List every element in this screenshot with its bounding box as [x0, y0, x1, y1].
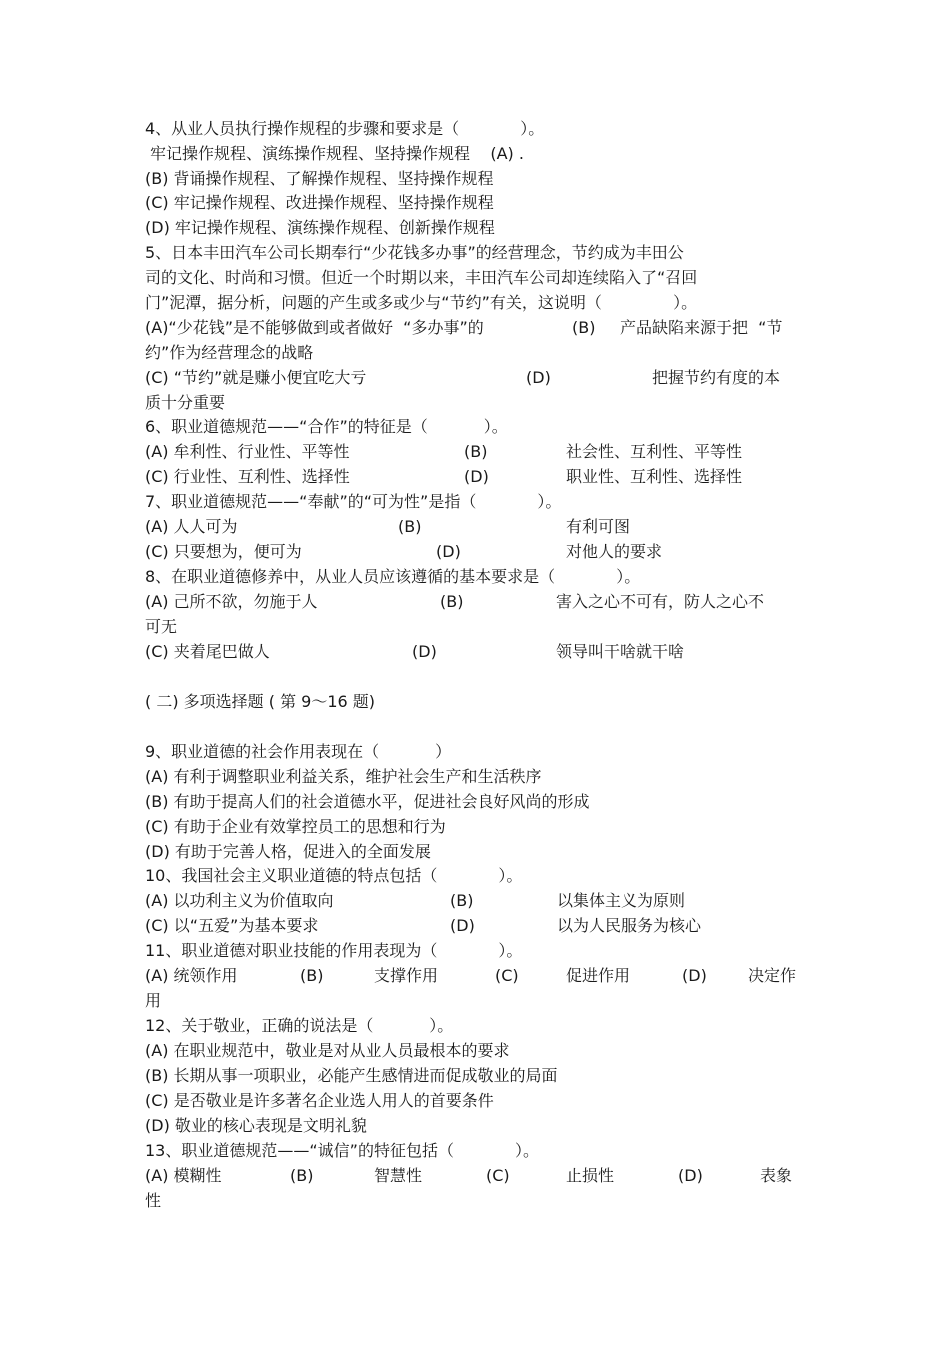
q7-option-b: 有利可图 — [566, 517, 631, 536]
q13-option-d-label: (D) — [678, 1166, 703, 1185]
q5-stem-line2: 司的文化、时尚和习惯。但近一个时期以来，丰田汽车公司却连续陷入了“召回 — [145, 268, 698, 287]
q8-option-b-label: (B) — [440, 592, 464, 611]
q6-stem: 6、职业道德规范——“合作”的特征是（ ）。 — [145, 417, 508, 436]
q11-option-a: (A) 统领作用 — [145, 966, 238, 985]
q13-option-a: (A) 模糊性 — [145, 1166, 222, 1185]
q10-option-a: (A) 以功利主义为价值取向 — [145, 891, 334, 910]
q5-option-d-cont: 质十分重要 — [145, 393, 226, 412]
q12-option-a: (A) 在职业规范中，敬业是对从业人员最根本的要求 — [145, 1041, 510, 1060]
q8-option-b-cont: 可无 — [145, 617, 178, 636]
q7-option-b-label: (B) — [398, 517, 422, 536]
q5-stem-line3: 门”泥潭，据分析，问题的产生或多或少与“节约”有关，这说明（ ）。 — [145, 293, 698, 312]
q4-option-d: (D) 牢记操作规程、演练操作规程、创新操作规程 — [145, 218, 495, 237]
q10-stem: 10、我国社会主义职业道德的特点包括（ ）。 — [145, 866, 523, 885]
q8-option-d: 领导叫干啥就干啥 — [556, 642, 685, 661]
q10-option-d-label: (D) — [450, 916, 475, 935]
q4-option-c: (C) 牢记操作规程、改进操作规程、坚持操作规程 — [145, 193, 494, 212]
q7-option-d: 对他人的要求 — [566, 542, 663, 561]
q10-option-b-label: (B) — [450, 891, 474, 910]
q10-option-d: 以为人民服务为核心 — [557, 916, 702, 935]
q10-option-b: 以集体主义为原则 — [557, 891, 686, 910]
q11-option-d-label: (D) — [682, 966, 707, 985]
q12-option-d: (D) 敬业的核心表现是文明礼貌 — [145, 1116, 367, 1135]
q5-option-a: (A)“少花钱”是不能够做到或者做好 “多办事”的 — [145, 318, 484, 337]
q6-option-b: 社会性、互利性、平等性 — [566, 442, 743, 461]
q11-option-d: 决定作 — [748, 966, 797, 985]
q11-stem: 11、职业道德对职业技能的作用表现为（ ）。 — [145, 941, 523, 960]
q5-option-d-label: (D) — [526, 368, 551, 387]
q8-stem: 8、在职业道德修养中，从业人员应该遵循的基本要求是（ ）。 — [145, 567, 641, 586]
q6-option-a: (A) 牟利性、行业性、平等性 — [145, 442, 350, 461]
q9-option-d: (D) 有助于完善人格，促进入的全面发展 — [145, 842, 431, 861]
q7-stem: 7、职业道德规范——“奉献”的“可为性”是指（ ）。 — [145, 492, 562, 511]
q12-option-b: (B) 长期从事一项职业，必能产生感情进而促成敬业的局面 — [145, 1066, 558, 1085]
q5-option-d: 把握节约有度的本 — [652, 368, 781, 387]
q8-option-d-label: (D) — [412, 642, 437, 661]
q6-option-b-label: (B) — [464, 442, 488, 461]
q11-option-c: 促进作用 — [566, 966, 631, 985]
q8-option-b: 害入之心不可有，防人之心不 — [556, 592, 765, 611]
q9-option-a: (A) 有利于调整职业利益关系，维护社会生产和生活秩序 — [145, 767, 542, 786]
q13-option-c-label: (C) — [486, 1166, 510, 1185]
q6-option-c: (C) 行业性、互利性、选择性 — [145, 467, 350, 486]
section-heading-multiple-choice: ( 二) 多项选择题 ( 第 9～16 题) — [145, 692, 376, 711]
q4-option-b: (B) 背诵操作规程、了解操作规程、坚持操作规程 — [145, 169, 494, 188]
q11-option-c-label: (C) — [495, 966, 519, 985]
q11-option-d-cont: 用 — [145, 991, 162, 1010]
q8-option-a: (A) 己所不欲，勿施于人 — [145, 592, 318, 611]
q6-option-d: 职业性、互利性、选择性 — [566, 467, 743, 486]
q7-option-c: (C) 只要想为，便可为 — [145, 542, 302, 561]
q9-stem: 9、职业道德的社会作用表现在（ ） — [145, 742, 452, 761]
q13-stem: 13、职业道德规范——“诚信”的特征包括（ ）。 — [145, 1141, 539, 1160]
q13-option-b-label: (B) — [290, 1166, 314, 1185]
q13-option-d: 表象 — [760, 1166, 793, 1185]
q5-option-b-cont: 约”作为经营理念的战略 — [145, 343, 314, 362]
q9-option-c: (C) 有助于企业有效掌控员工的思想和行为 — [145, 817, 446, 836]
q13-option-b: 智慧性 — [374, 1166, 423, 1185]
q12-stem: 12、关于敬业，正确的说法是（ ）。 — [145, 1016, 454, 1035]
q5-option-c: (C) “节约”就是赚小便宜吃大亏 — [145, 368, 367, 387]
q13-option-d-cont: 性 — [145, 1191, 162, 1210]
q4-option-a: 牢记操作规程、演练操作规程、坚持操作规程 (A) . — [150, 144, 524, 163]
q7-option-d-label: (D) — [436, 542, 461, 561]
q11-option-b-label: (B) — [300, 966, 324, 985]
q13-option-c: 止损性 — [566, 1166, 615, 1185]
q4-stem: 4、从业人员执行操作规程的步骤和要求是（ ）。 — [145, 119, 545, 138]
q5-stem-line1: 5、日本丰田汽车公司长期奉行“少花钱多办事”的经营理念，节约成为丰田公 — [145, 243, 684, 262]
q11-option-b: 支撑作用 — [374, 966, 439, 985]
q8-option-c: (C) 夹着尾巴做人 — [145, 642, 270, 661]
q5-option-b: 产品缺陷来源于把 “节 — [620, 318, 783, 337]
q7-option-a: (A) 人人可为 — [145, 517, 238, 536]
q12-option-c: (C) 是否敬业是许多著名企业选人用人的首要条件 — [145, 1091, 494, 1110]
q5-option-b-label: (B) — [572, 318, 596, 337]
q10-option-c: (C) 以“五爱”为基本要求 — [145, 916, 319, 935]
q9-option-b: (B) 有助于提高人们的社会道德水平，促进社会良好风尚的形成 — [145, 792, 590, 811]
q6-option-d-label: (D) — [464, 467, 489, 486]
